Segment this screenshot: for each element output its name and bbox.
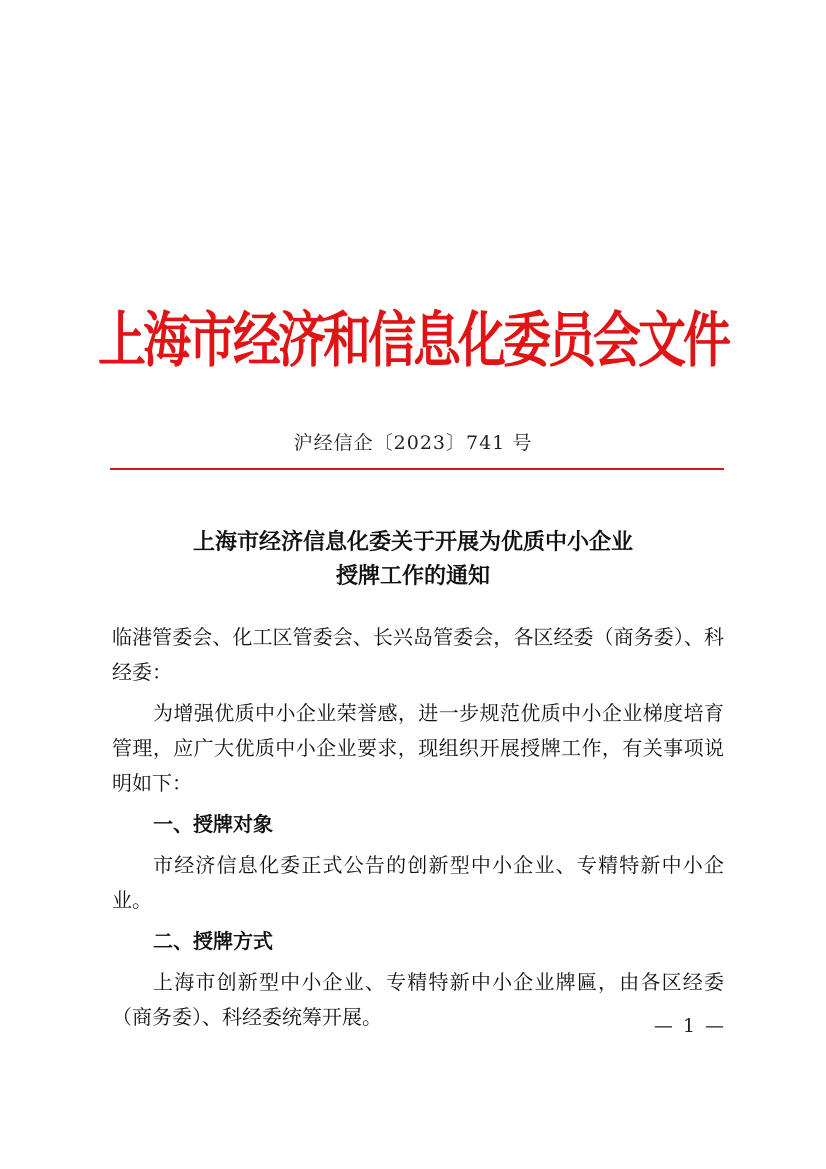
- document-body: [112, 620, 724, 1035]
- page-number: — 1 —: [653, 1015, 726, 1037]
- notice-title-line2: 授牌工作的通知: [335, 563, 490, 589]
- issuer-title: 上海市经济和信息化委员会文件: [97, 305, 728, 376]
- red-divider: [110, 468, 724, 470]
- intro-paragraph: 为增强优质中小企业荣誉感，进一步规范优质中小企业梯度培育管理，应广大优质中小企业要求，现组织开展授牌工作，有关事项说明如下：: [112, 701, 724, 795]
- document-number: 沪经信企〔2023〕741 号: [293, 432, 533, 454]
- section1-heading: 一、授牌对象: [153, 812, 273, 836]
- addressee: 临港管委会、化工区管委会、长兴岛管委会，各区经委（商务委）、科经委：: [112, 625, 724, 684]
- section2-paragraph: 上海市创新型中小企业、专精特新中小企业牌匾，由各区经委（商务委）、科经委统筹开展。: [112, 970, 724, 1029]
- notice-title: [0, 525, 826, 593]
- section1-paragraph: 市经济信息化委正式公告的创新型中小企业、专精特新中小企业。: [112, 853, 724, 912]
- notice-title-line1: 上海市经济信息化委关于开展为优质中小企业: [192, 529, 633, 555]
- section2-heading: 二、授牌方式: [153, 929, 273, 953]
